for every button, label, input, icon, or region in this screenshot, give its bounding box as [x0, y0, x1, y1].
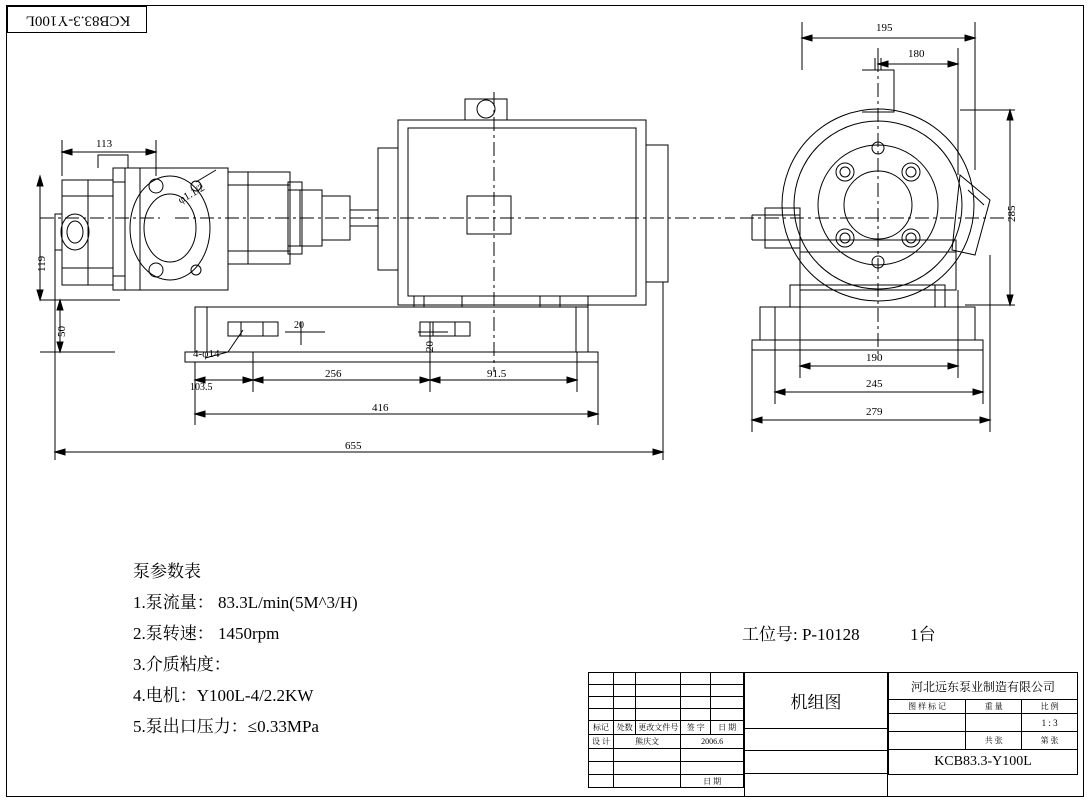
company-name: 河北远东泵业制造有限公司 — [889, 673, 1078, 700]
rev-row-design-date: 2006.6 — [681, 735, 744, 749]
station-number-label: 工位号: P-10128 — [742, 625, 860, 644]
drawing-title: 机组图 — [745, 673, 888, 729]
drawing-title-cell — [744, 672, 888, 797]
model-number: KCB83.3-Y100L — [889, 750, 1078, 775]
dim-20-left: 20 — [294, 320, 304, 331]
revision-table — [588, 672, 744, 788]
station-quantity: 1台 — [910, 625, 936, 644]
station-number — [742, 620, 936, 645]
param-item-4: 4.电机：Y100L-4/2.2KW — [133, 686, 314, 705]
rev-header-docno: 更改文件号 — [636, 721, 681, 735]
pump-parameter-list — [133, 556, 358, 742]
dim-119: 119 — [36, 255, 48, 272]
scale-label: 比 例 — [1022, 700, 1078, 714]
dim-91-5: 91.5 — [487, 368, 507, 380]
sheet-total-label: 共 张 — [966, 732, 1022, 750]
rev-row-design-name: 熊庆文 — [614, 735, 681, 749]
dim-thread-1-1-2: φ1.1/2 — [176, 181, 207, 207]
company-block — [888, 672, 1078, 775]
scale-value: 1 : 3 — [1022, 714, 1078, 732]
param-item-1: 1.泵流量： 83.3L/min(5M^3/H) — [133, 593, 358, 612]
rev-row-design-label: 设 计 — [589, 735, 614, 749]
weight-label: 重 量 — [966, 700, 1022, 714]
dim-416: 416 — [372, 402, 389, 414]
dim-50: 50 — [56, 326, 68, 337]
dim-180: 180 — [908, 48, 925, 60]
param-item-2: 2.泵转速： 1450rpm — [133, 624, 280, 643]
date-label: 日 期 — [681, 775, 744, 788]
rev-header-mark: 标记 — [589, 721, 614, 735]
dim-holes-4-phi14: 4-φ14 — [193, 348, 220, 360]
rev-header-date: 日 期 — [711, 721, 744, 735]
dim-245: 245 — [866, 378, 883, 390]
dim-655: 655 — [345, 440, 362, 452]
rev-header-sign: 签 字 — [681, 721, 711, 735]
dim-113: 113 — [96, 138, 113, 150]
dim-20-right: 20 — [424, 341, 436, 352]
dim-195: 195 — [876, 22, 893, 34]
part-tag-label: KCB83.3-Y100L — [25, 12, 131, 29]
dim-256: 256 — [325, 368, 342, 380]
dim-190: 190 — [866, 352, 883, 364]
dim-103-5: 103.5 — [190, 382, 213, 393]
sheet-number-label: 第 张 — [1022, 732, 1078, 750]
mark-label: 图 样 标 记 — [889, 700, 966, 714]
dim-279: 279 — [866, 406, 883, 418]
rev-header-count: 处数 — [614, 721, 636, 735]
param-item-5: 5.泵出口压力：≤0.33MPa — [133, 717, 319, 736]
param-title: 泵参数表 — [133, 562, 201, 581]
dim-285: 285 — [1006, 205, 1018, 222]
param-item-3: 3.介质粘度： — [133, 655, 231, 674]
